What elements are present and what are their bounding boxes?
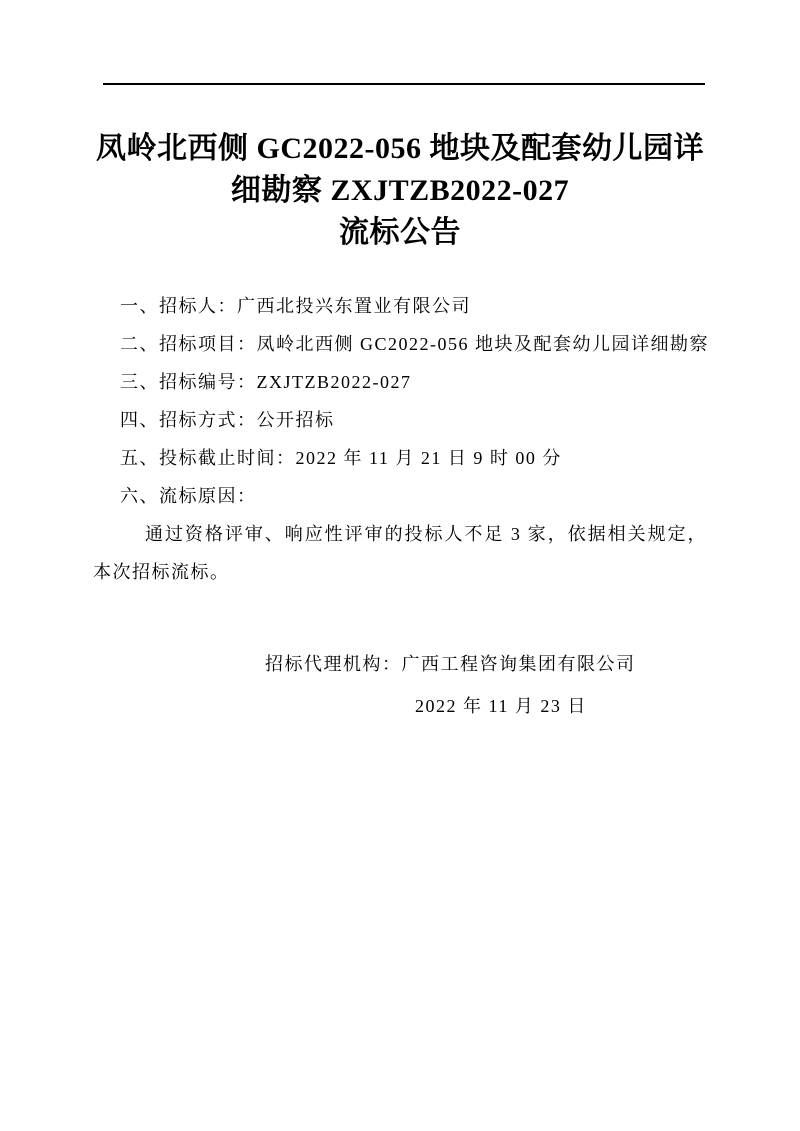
clause-failure-reason-label: 六、流标原因：	[120, 486, 257, 506]
header-rule	[103, 83, 705, 85]
document-title	[70, 128, 730, 254]
agency-line: 招标代理机构：广西工程咨询集团有限公司	[265, 654, 636, 674]
document-body	[93, 287, 707, 727]
clause-tender-method: 四、招标方式：公开招标	[120, 410, 335, 430]
clause-tenderer: 一、招标人：广西北投兴东置业有限公司	[120, 296, 471, 316]
title-line-2: 细勘察 ZXJTZB2022-027	[230, 174, 570, 207]
title-line-3: 流标公告	[339, 216, 461, 249]
failure-reason-paragraph: 通过资格评审、响应性评审的投标人不足 3 家，依据相关规定，本次招标流标。	[93, 524, 707, 582]
clause-tender-number: 三、招标编号：ZXJTZB2022-027	[120, 372, 412, 392]
clause-bid-deadline: 五、投标截止时间：2022 年 11 月 21 日 9 时 00 分	[120, 448, 562, 468]
clause-project: 二、招标项目：凤岭北西侧 GC2022-056 地块及配套幼儿园详细勘察	[120, 334, 709, 354]
title-line-1: 凤岭北西侧 GC2022-056 地块及配套幼儿园详	[96, 132, 704, 165]
date-line: 2022 年 11 月 23 日	[415, 696, 587, 716]
